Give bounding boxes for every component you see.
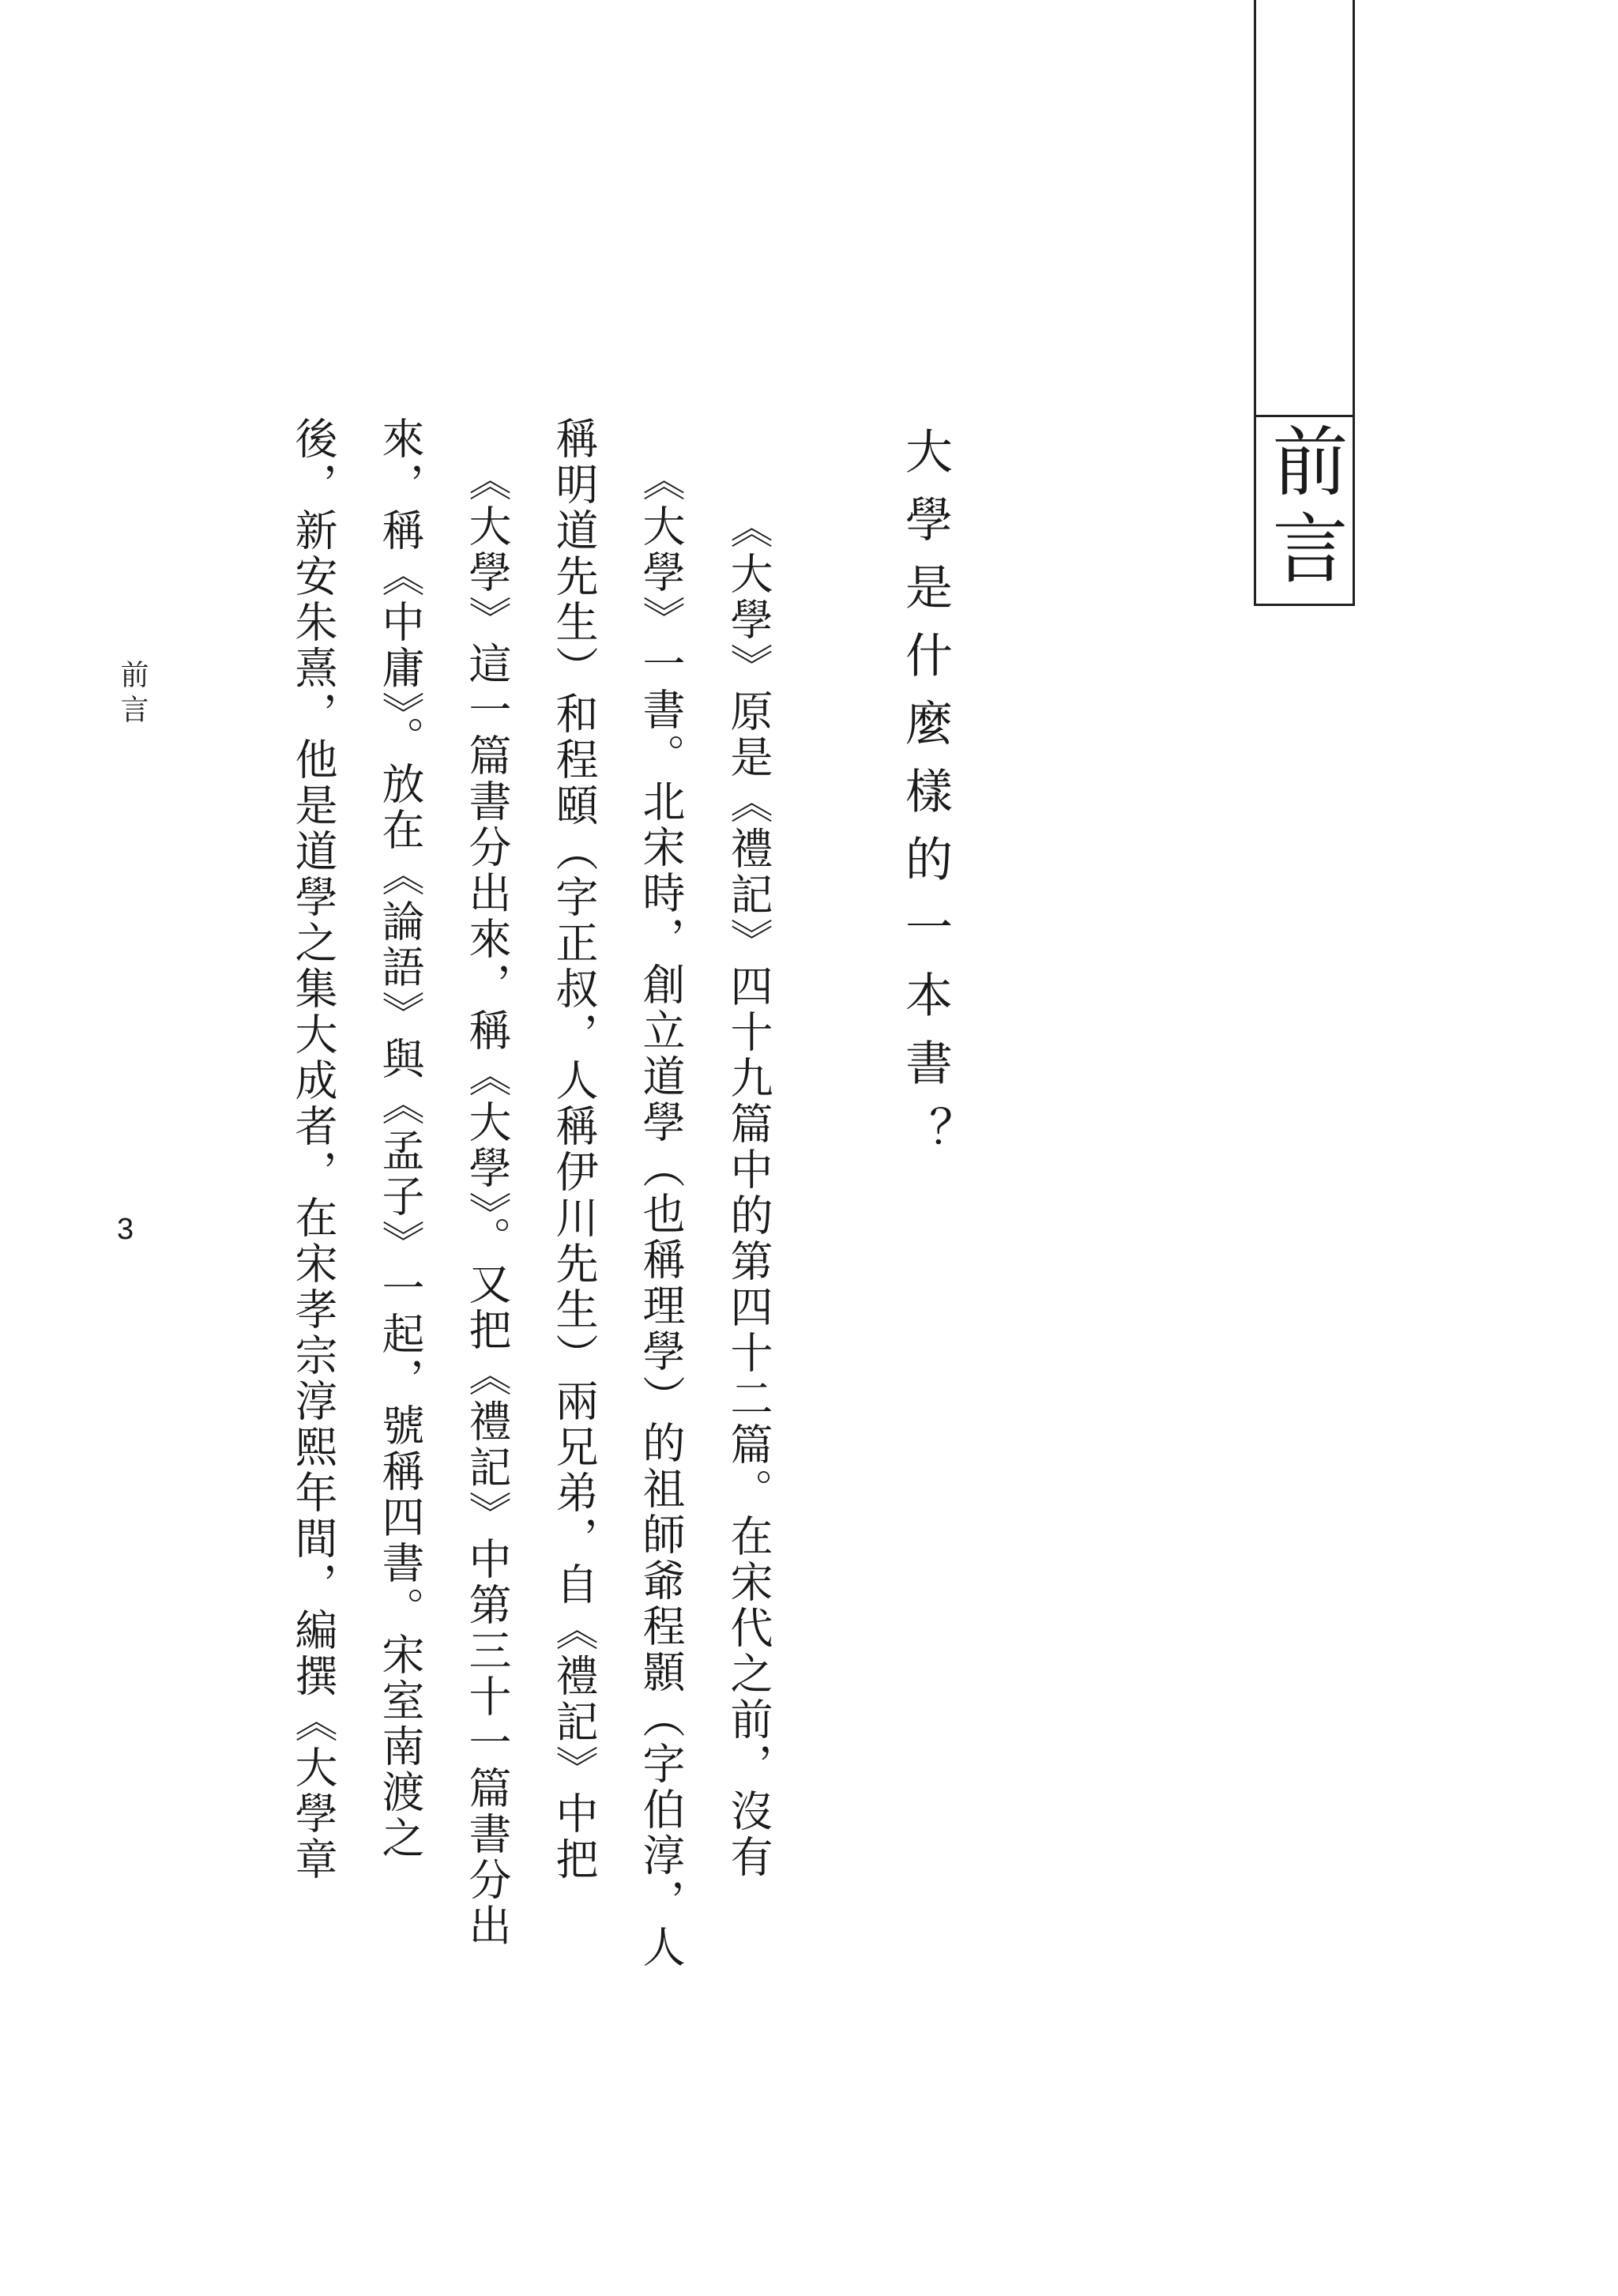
body-line-1: 《大學》原是《禮記》四十九篇中的第四十二篇。在宋代之前，沒有 (724, 506, 773, 1880)
title-rule-box (1254, 0, 1355, 417)
body-line-6: 後，新安朱熹，他是道學之集大成者，在宋孝宗淳熙年間，編撰《大學章 (288, 416, 338, 1883)
body-line-2: 《大學》一書。北宋時，創立道學（也稱理學）的祖師爺程顥（字伯淳，人 (636, 458, 686, 1970)
body-line-5: 來，稱《中庸》。放在《論語》與《孟子》一起，號稱四書。宋室南渡之 (375, 416, 425, 1861)
section-heading: 大學是什麼樣的一本書？ (897, 427, 953, 1174)
body-line-4: 《大學》這一篇書分出來，稱《大學》。又把《禮記》中第三十一篇書分出 (462, 458, 512, 1949)
body-line-3: 稱明道先生）和程頤（字正叔，人稱伊川先生）兩兄弟，自《禮記》中把 (549, 416, 599, 1883)
chapter-title-box (1254, 417, 1355, 606)
running-head: 前言 (116, 660, 149, 729)
chapter-title: 前言 (1260, 422, 1349, 596)
page-number: 3 (117, 1213, 134, 1246)
